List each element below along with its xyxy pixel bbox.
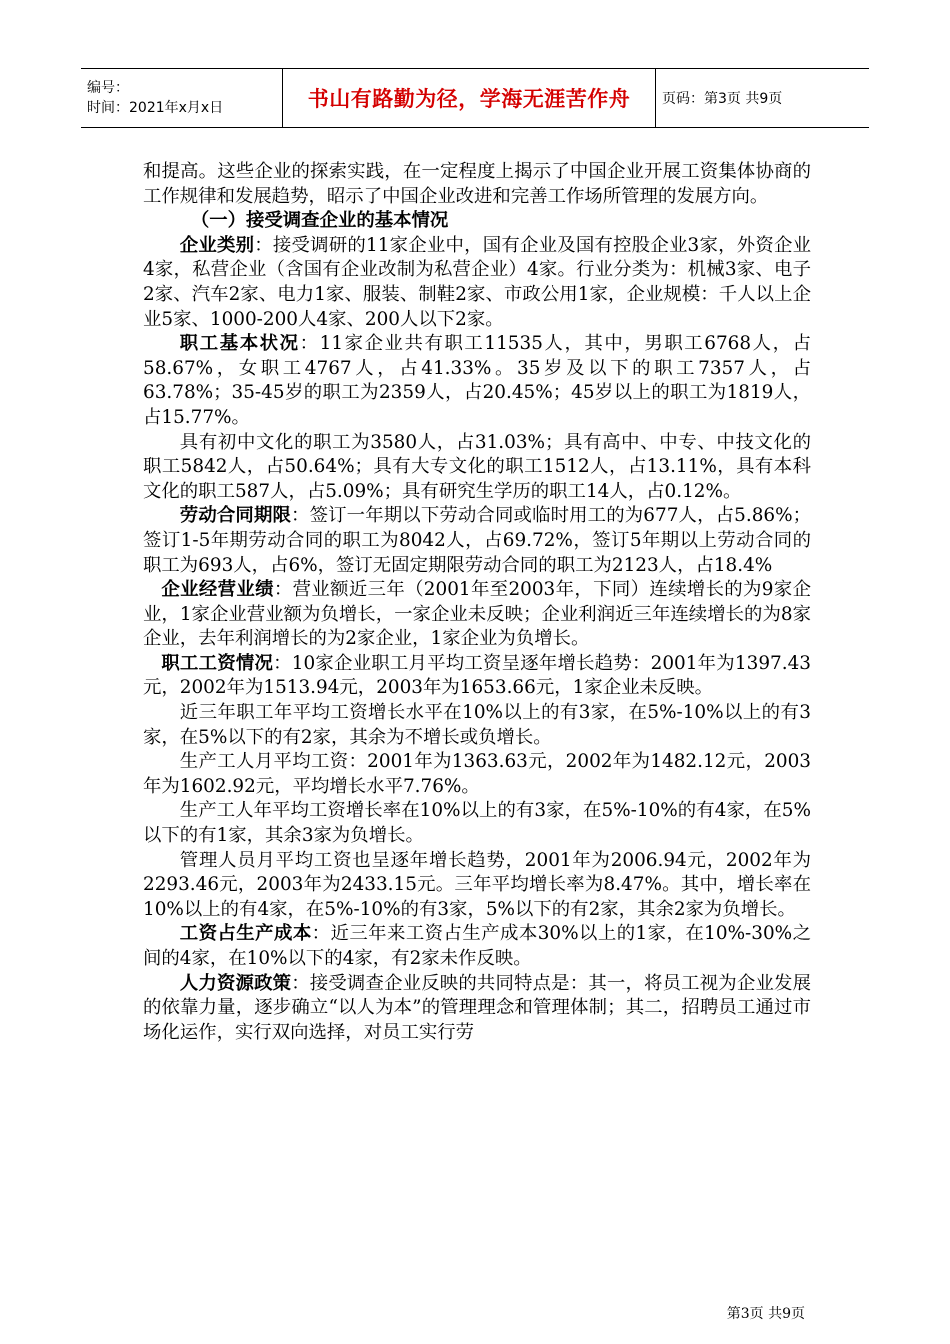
header-meta [81, 69, 283, 128]
paragraph: 近三年职工年平均工资增长水平在10%以上的有3家，在5%-10%以上的有3家，在5%以下的有2家，其余为不增长或负增长。 [143, 702, 811, 748]
paragraph: 生产工人月平均工资：2001年为1363.63元，2002年为1482.12元，2003年为1602.92元，平均增长水平7.76%。 [143, 751, 811, 797]
paragraph: 劳动合同期限：签订一年期以下劳动合同或临时用工的为677人，占5.86%；签订1-5年期劳动合同的职工为8042人，占69.72%，签订5年期以上劳动合同的职工为693人，占6%，签订无固定期限劳动合同的职工为2123人，占18.4% [143, 505, 811, 576]
section-heading: （一）接受调查企业的基本情况 [190, 210, 449, 232]
term-label: 工资占生产成本 [179, 923, 312, 945]
paragraph: 具有初中文化的职工为3580人，占31.03%；具有高中、中专、中技文化的职工5842人，占50.64%；具有大专文化的职工1512人，占13.11%，具有本科文化的职工587人，占5.09%；具有研究生学历的职工14人，占0.12%。 [143, 431, 811, 502]
term-label: 企业经营业绩 [161, 579, 274, 601]
term-label: 人力资源政策 [179, 972, 292, 994]
term-label: 劳动合同期限 [179, 505, 292, 527]
date-label: 时间：2021年x月x日 [87, 100, 224, 116]
document-body [143, 160, 811, 1045]
paragraph: 人力资源政策：接受调查企业反映的共同特点是：其一，将员工视为企业发展的依靠力量，逐步确立“以人为本”的管理理念和管理体制；其二，招聘员工通过市场化运作，实行双向选择，对员工实行劳 [143, 972, 811, 1043]
term-label: 企业类别 [179, 234, 255, 256]
paragraph: 管理人员月平均工资也呈逐年增长趋势，2001年为2006.94元，2002年为2293.46元，2003年为2433.15元。三年平均增长率为8.47%。其中，增长率在10%以上的有4家，在5%-10%的有3家，5%以下的有2家，其余2家为负增长。 [143, 849, 811, 920]
term-label: 职工工资情况 [161, 652, 274, 674]
paragraph: 职工工资情况：10家企业职工月平均工资呈逐年增长趋势：2001年为1397.43元，2002年为1513.94元，2003年为1653.66元，1家企业未反映。 [143, 652, 811, 699]
header-page-info: 页码：第3页 共9页 [656, 69, 870, 128]
paragraph: 企业经营业绩：营业额近三年（2001年至2003年，下同）连续增长的为9家企业，1家企业营业额为负增长，一家企业未反映；企业利润近三年连续增长的为8家企业，去年利润增长的为2家企业，1家企业为负增长。 [143, 579, 811, 650]
term-label: 职工基本状况 [179, 333, 300, 355]
paragraph: 职工基本状况：11家企业共有职工11535人，其中，男职工6768人，占58.67%，女职工4767人，占41.33%。35岁及以下的职工7357人，占63.78%；35-45岁的职工为2359人，占20.45%；45岁以上的职工为1819人，占15.77%。 [143, 333, 811, 428]
page-header [81, 68, 869, 128]
header-motto: 书山有路勤为径，学海无涯苦作舟 [283, 69, 656, 128]
page-footer: 第3页 共9页 [726, 1306, 805, 1322]
paragraph: 工资占生产成本：近三年来工资占生产成本30%以上的1家，在10%-30%之间的4家，在10%以下的4家，有2家未作反映。 [143, 923, 811, 969]
paragraph: 和提高。这些企业的探索实践，在一定程度上揭示了中国企业开展工资集体协商的工作规律和发展趋势，昭示了中国企业改进和完善工作场所管理的发展方向。 [143, 161, 811, 207]
paragraph: 企业类别：接受调研的11家企业中，国有企业及国有控股企业3家，外资企业4家，私营企业（含国有企业改制为私营企业）4家。行业分类为：机械3家、电子2家、汽车2家、电力1家、服装、制鞋2家、市政公用1家，企业规模：千人以上企业5家、1000-200人4家、200人以下2家。 [143, 234, 811, 330]
paragraph: 生产工人年平均工资增长率在10%以上的有3家，在5%-10%的有4家，在5%以下的有1家，其余3家为负增长。 [143, 800, 811, 847]
number-label: 编号： [87, 80, 129, 96]
